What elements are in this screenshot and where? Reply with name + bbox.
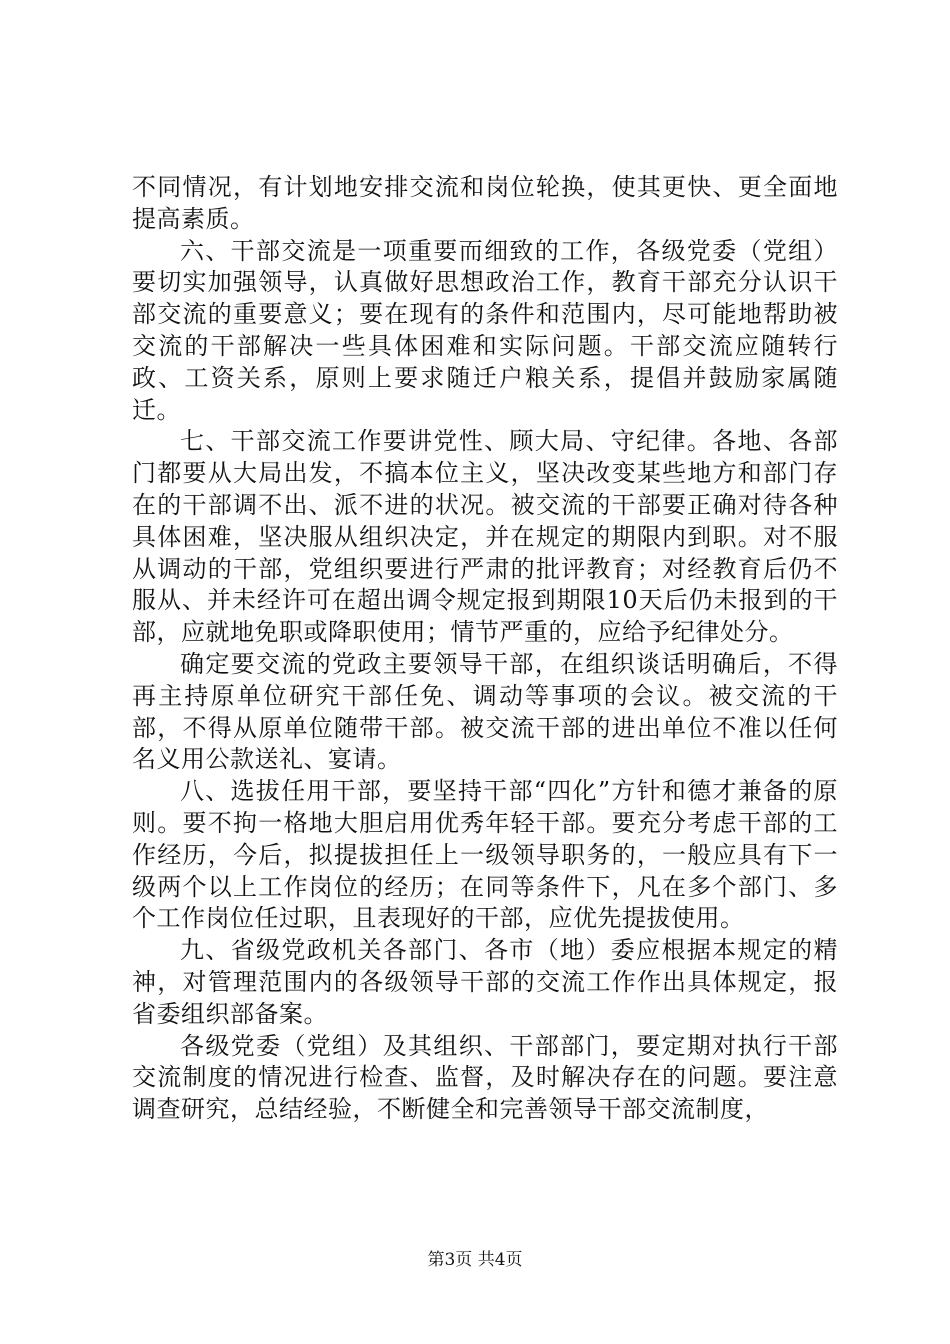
paragraph-section-6: 六、干部交流是一项重要而细致的工作，各级党委（党组）要切实加强领导，认真做好思想政治工作，教育干部充分认识干部交流的重要意义；要在现有的条件和范围内，尽可能地帮助被交流的干部解决一些具体困难和实际问题。干部交流应随转行政、工资关系，原则上要求随迁户粮关系，提倡并鼓励家属随迁。	[132, 236, 838, 424]
paragraph-section-8: 八、选拔任用干部，要坚持干部“四化”方针和德才兼备的原则。要不拘一格地大胆启用优秀年轻干部。要充分考虑干部的工作经历，今后，拟提拔担任上一级领导职务的，一般应具有下一级两个以上工作岗位的经历；在同等条件下，凡在多个部门、多个工作岗位任过职，且表现好的干部，应优先提拔使用。	[132, 777, 838, 933]
paragraph-section-9: 九、省级党政机关各部门、各市（地）委应根据本规定的精神，对管理范围内的各级领导干部的交流工作作出具体规定，报省委组织部备案。	[132, 936, 838, 1028]
paragraph-continued: 不同情况，有计划地安排交流和岗位轮换，使其更快、更全面地提高素质。	[132, 173, 838, 233]
document-body	[132, 172, 838, 1126]
page-number-footer: 第3页 共4页	[427, 1250, 523, 1270]
paragraph-section-7-continued: 确定要交流的党政主要领导干部，在组织谈话明确后，不得再主持原单位研究干部任免、调动等事项的会议。被交流的干部，不得从原单位随带干部。被交流干部的进出单位不准以任何名义用公款送礼、宴请。	[132, 649, 838, 774]
paragraph-section-7: 七、干部交流工作要讲党性、顾大局、守纪律。各地、各部门都要从大局出发，不搞本位主义，坚决改变某些地方和部门存在的干部调不出、派不进的状况。被交流的干部要正确对待各种具体困难，坚决服从组织决定，并在规定的期限内到职。对不服从调动的干部，党组织要进行严肃的批评教育；对经教育后仍不服从、并未经许可在超出调令规定报到期限10天后仍未报到的干部，应就地免职或降职使用；情节严重的，应给予纪律处分。	[132, 427, 838, 647]
paragraph-section-9-continued: 各级党委（党组）及其组织、干部部门，要定期对执行干部交流制度的情况进行检查、监督，及时解决存在的问题。要注意调查研究，总结经验，不断健全和完善领导干部交流制度，	[132, 1031, 838, 1124]
